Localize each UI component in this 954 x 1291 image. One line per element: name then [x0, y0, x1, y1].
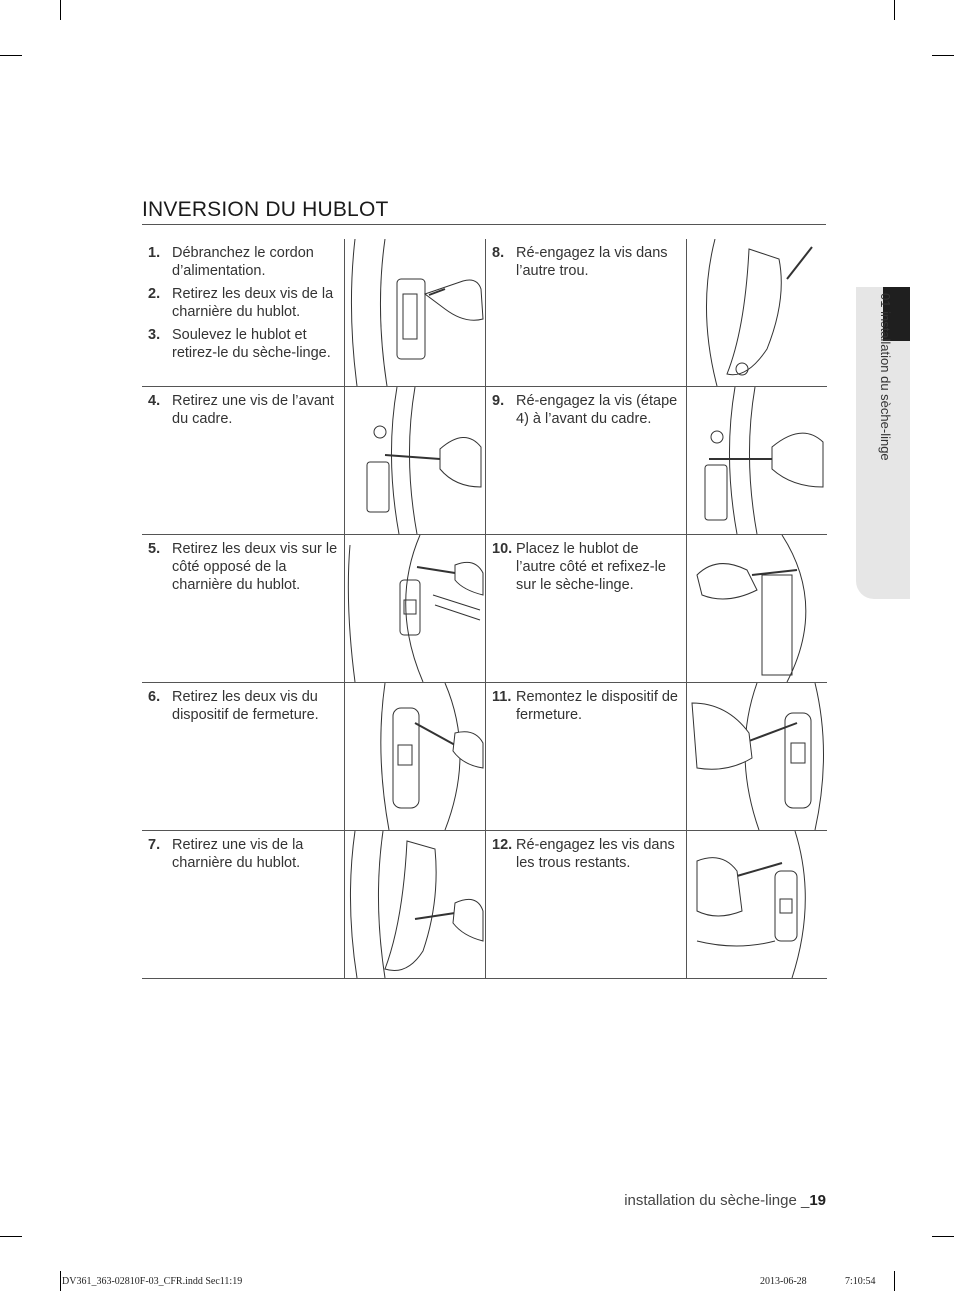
step-number: 1. [148, 245, 161, 261]
step-text: Ré-engagez la vis (étape 4) à l’avant du cadre. [516, 393, 678, 427]
illustration-cell [687, 239, 828, 387]
step-number: 8. [492, 245, 505, 261]
side-tab-text: 01 installation du sèche-linge [878, 293, 893, 461]
step-text: Retirez une vis de la charnière du hublot. [172, 837, 304, 871]
steps-table [142, 239, 827, 979]
frame-screw-illustration [345, 387, 484, 534]
step-cell [486, 683, 687, 831]
lock-screw-illustration [345, 683, 484, 830]
step-text: Ré-engagez la vis dans l’autre trou. [516, 245, 668, 279]
step-number: 10. [492, 541, 513, 557]
imprint-time: 7:10:54 [845, 1276, 876, 1287]
imprint-file: DV361_363-02810F-03_CFR.indd Sec11:19 [62, 1276, 243, 1287]
door-reattach-illustration [687, 535, 826, 682]
table-row [142, 535, 827, 683]
step-number: 12. [492, 837, 513, 853]
page-footer [624, 1192, 826, 1209]
illustration-cell [345, 387, 486, 535]
step-number: 9. [492, 393, 505, 409]
step-cell [142, 387, 345, 535]
illustration-cell [345, 831, 486, 979]
step-number: 4. [148, 393, 161, 409]
illustration-cell [345, 239, 486, 387]
illustration-cell [345, 535, 486, 683]
illustration-cell [687, 831, 828, 979]
step-number: 11. [492, 689, 512, 705]
step-cell [142, 239, 345, 387]
page-number: 19 [809, 1192, 826, 1209]
illustration-cell [687, 535, 828, 683]
step-cell [486, 239, 687, 387]
remaining-screws-illustration [687, 831, 826, 978]
step-cell [142, 683, 345, 831]
door-hinge-illustration [345, 239, 484, 386]
step-text: Retirez les deux vis du dispositif de fermeture. [172, 689, 319, 723]
illustration-cell [345, 683, 486, 831]
step-cell [486, 387, 687, 535]
step-text: Placez le hublot de l’autre côté et refixez-le sur le sèche-linge. [516, 541, 666, 593]
step-text: Remontez le dispositif de fermeture. [516, 689, 678, 723]
step-text: Retirez les deux vis sur le côté opposé de la charnière du hublot. [172, 541, 338, 593]
lock-reassemble-illustration [687, 683, 826, 830]
step-text: Retirez les deux vis de la charnière du hublot. [172, 286, 334, 320]
table-row [142, 387, 827, 535]
table-row [142, 239, 827, 387]
footer-text: installation du sèche-linge _ [624, 1192, 810, 1209]
imprint-date: 2013-06-28 [760, 1276, 807, 1287]
door-screw-illustration [687, 239, 826, 386]
step-cell [486, 831, 687, 979]
frame-screw-illustration [687, 387, 826, 534]
step-cell [142, 831, 345, 979]
side-tab-label [873, 293, 893, 593]
table-row [142, 831, 827, 979]
step-cell [142, 535, 345, 683]
step-text: Soulevez le hublot et retirez-le du sèche-linge. [172, 327, 331, 361]
step-cell [486, 535, 687, 683]
step-text: Ré-engagez les vis dans les trous restants. [516, 837, 675, 871]
step-number: 3. [148, 327, 161, 343]
step-number: 5. [148, 541, 161, 557]
step-text: Retirez une vis de l’avant du cadre. [172, 393, 334, 427]
illustration-cell [687, 683, 828, 831]
illustration-cell [687, 387, 828, 535]
step-number: 2. [148, 286, 161, 302]
hinge-side-screw-illustration [345, 535, 484, 682]
page-title: INVERSION DU HUBLOT [142, 198, 826, 225]
hinge-screw-illustration [345, 831, 484, 978]
step-number: 6. [148, 689, 161, 705]
step-number: 7. [148, 837, 161, 853]
step-text: Débranchez le cordon d’alimentation. [172, 245, 314, 279]
table-row [142, 683, 827, 831]
